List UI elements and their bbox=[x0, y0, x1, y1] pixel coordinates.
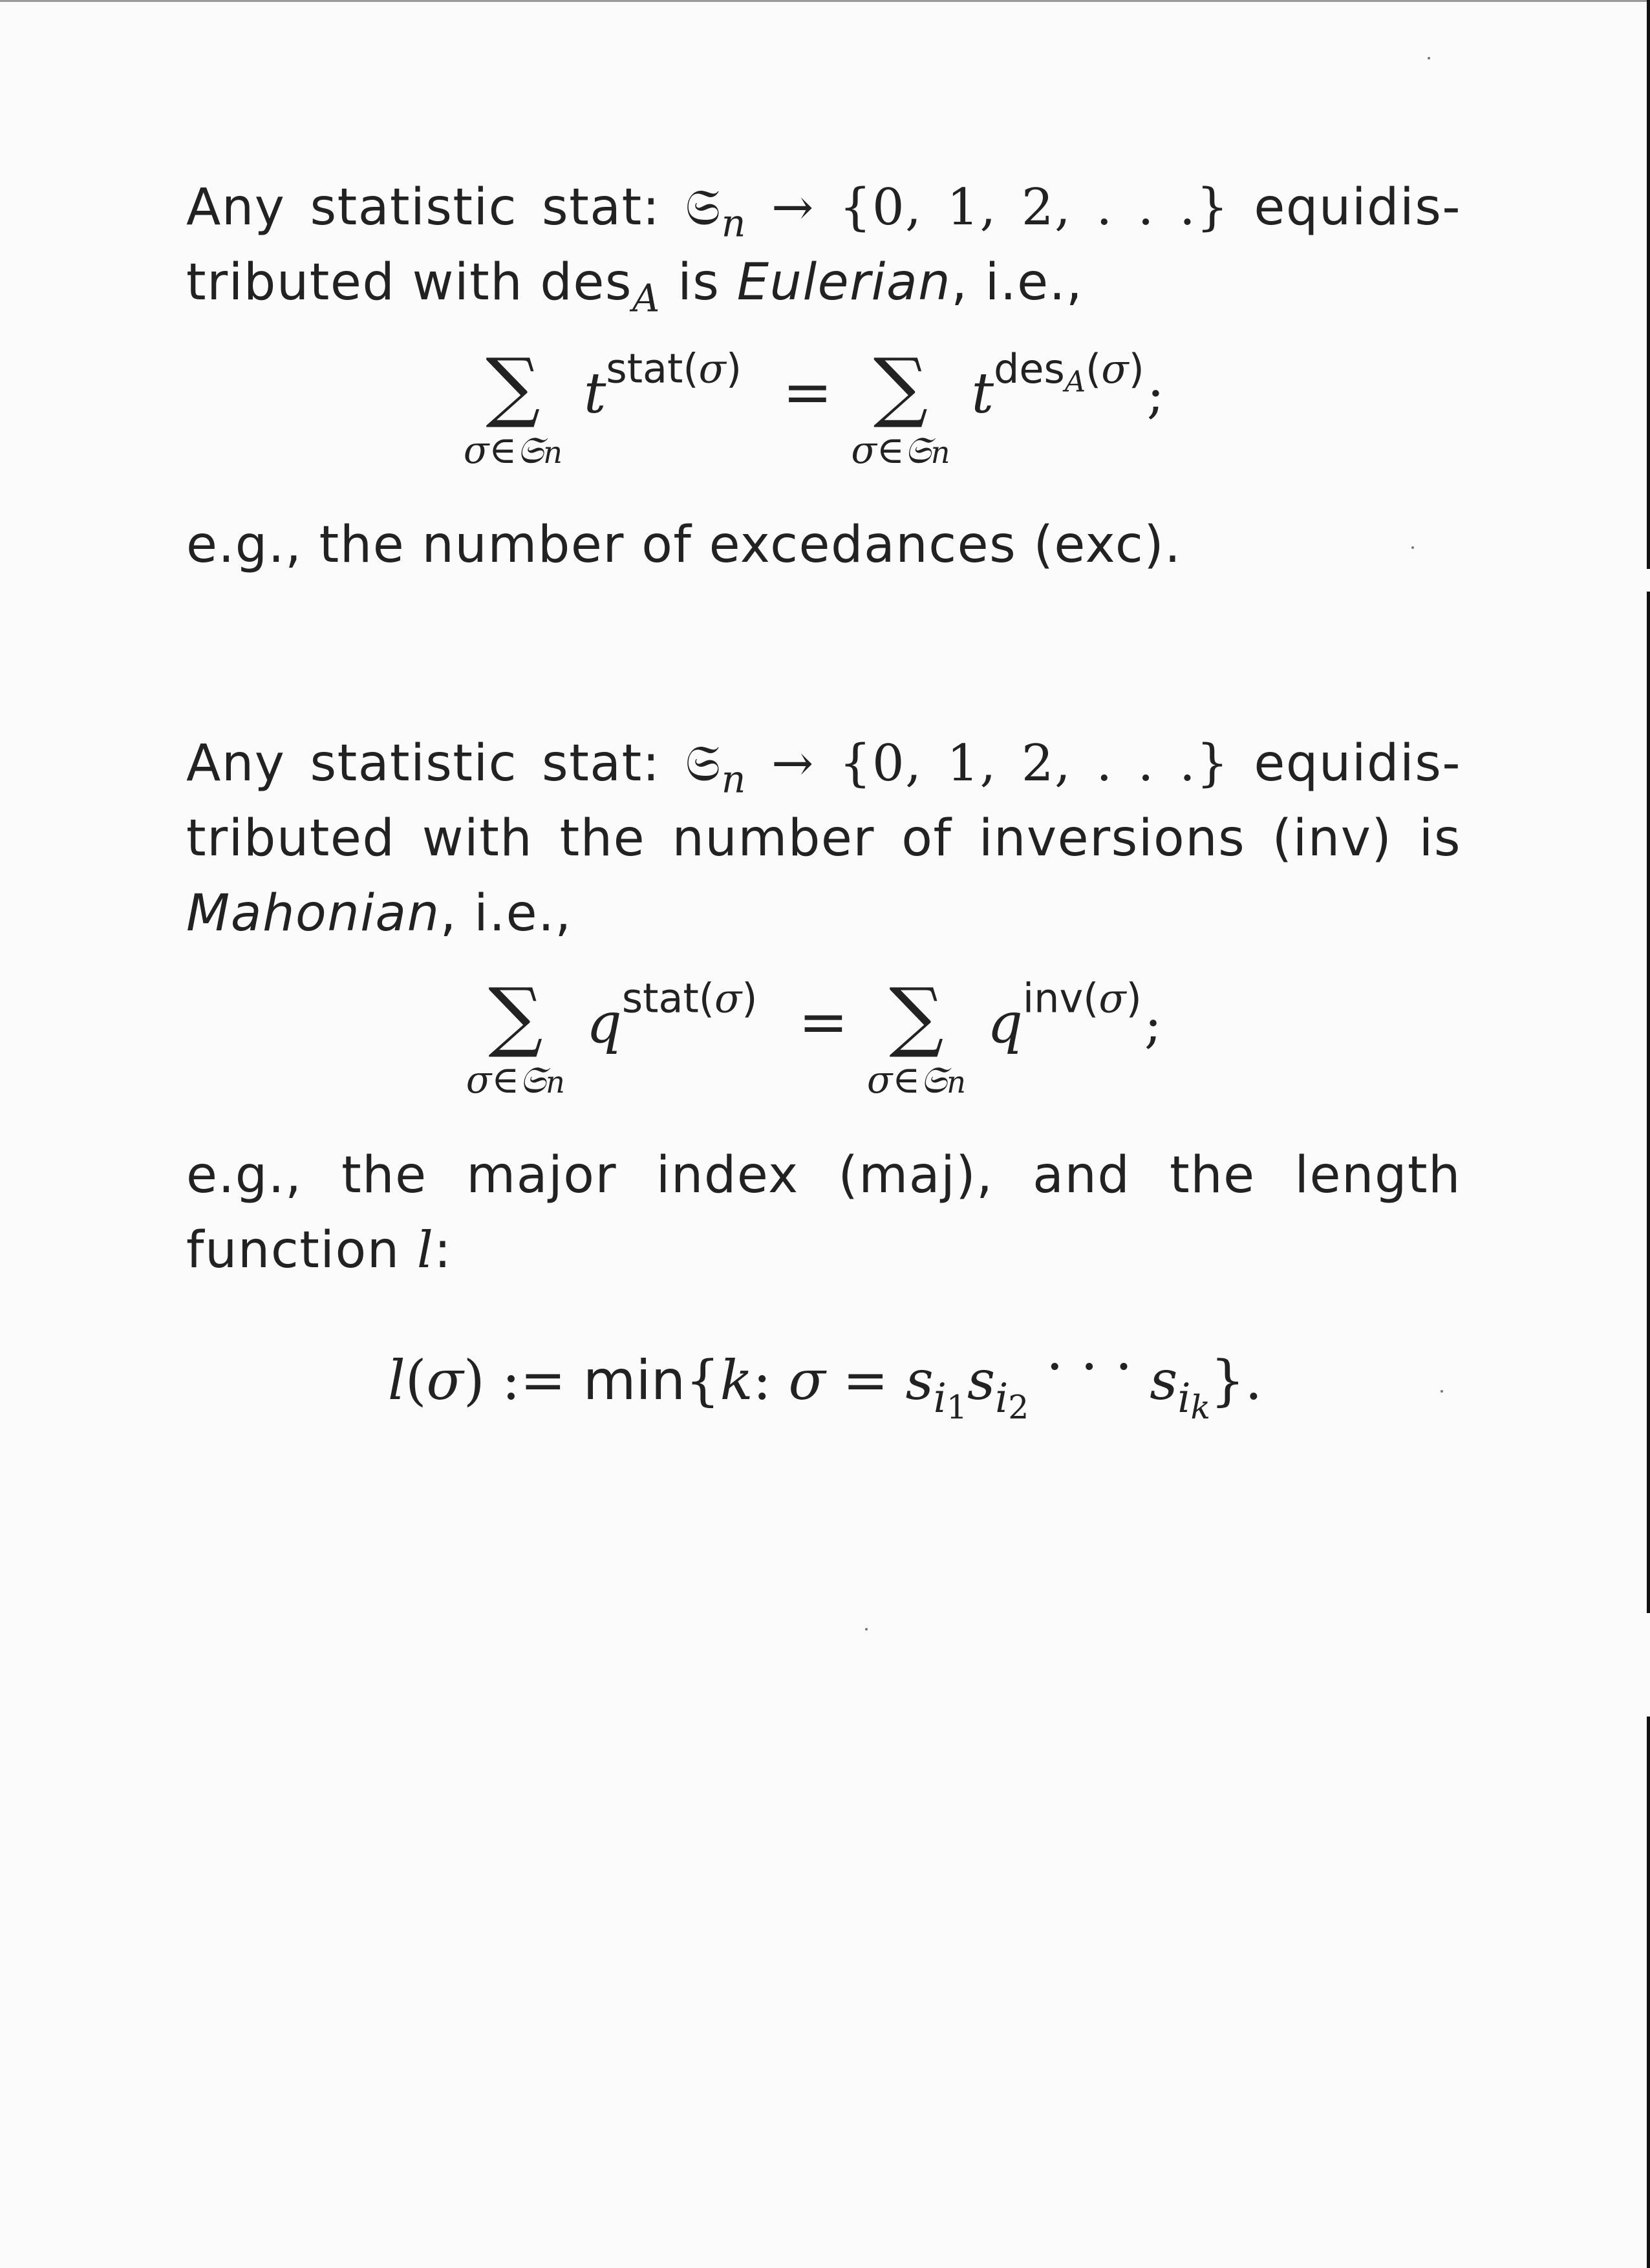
summation: ∑ σ∈𝔖n bbox=[851, 341, 950, 472]
equation-length-function: l(σ) := min{k: $\sigma = s_{i1}s_{i2}$ · · · $s_{ik}$}. bbox=[387, 1335, 1263, 1427]
natural-number-set: {0, 1, 2, . . .} bbox=[839, 178, 1230, 237]
text-line: e.g., the major index (maj), and the length bbox=[186, 1146, 1461, 1204]
arrow-symbol: → bbox=[771, 734, 815, 793]
summation: ∑ σ∈𝔖n bbox=[463, 341, 562, 472]
text-line: Mahonian, i.e., bbox=[186, 884, 572, 943]
scan-speck bbox=[1428, 57, 1430, 59]
symmetric-group-symbol: 𝔖 bbox=[685, 178, 722, 237]
mahonian-definition bbox=[186, 726, 1461, 951]
natural-number-set: {0, 1, 2, . . .} bbox=[839, 734, 1230, 793]
scan-right-edge bbox=[1647, 1717, 1650, 2268]
text-line: tributed with des$_A$ is Eulerian, i.e., bbox=[186, 253, 1084, 321]
term-mahonian: Mahonian bbox=[186, 884, 440, 943]
scan-right-edge bbox=[1647, 0, 1650, 569]
text-line: Any statistic stat: 𝔖$_n$ → {0, 1, 2, . . .} equidis- bbox=[186, 178, 1461, 246]
scan-speck bbox=[865, 1628, 868, 1631]
equation-mahonian: ∑ σ∈𝔖n $q^{stat(\sigma)}$ = ∑ σ∈𝔖n $q^{inv(\sigma)}$; bbox=[466, 971, 1162, 1102]
text-line: Any statistic stat: 𝔖$_n$ → {0, 1, 2, . . .} equidis- bbox=[186, 734, 1461, 802]
term-eulerian: Eulerian bbox=[736, 253, 952, 312]
scan-top-border bbox=[0, 0, 1650, 2]
text-line: function l: bbox=[186, 1221, 453, 1279]
summation: ∑ σ∈𝔖n bbox=[466, 971, 565, 1102]
text-line: tributed with the number of inversions (inv) is bbox=[186, 809, 1461, 868]
mahonian-example bbox=[186, 1138, 1461, 1288]
eulerian-definition bbox=[186, 170, 1461, 320]
eulerian-example: e.g., the number of excedances (exc). bbox=[186, 516, 1182, 574]
equation-eulerian: ∑ σ∈𝔖n $t^{stat(\sigma)}$ = ∑ σ∈𝔖n $t^{des_A(\sigma)}$; bbox=[463, 341, 1164, 472]
summation: ∑ σ∈𝔖n bbox=[866, 971, 966, 1102]
symmetric-group-symbol: 𝔖 bbox=[685, 734, 722, 793]
scan-right-edge bbox=[1647, 592, 1650, 1613]
arrow-symbol: → bbox=[771, 178, 815, 237]
